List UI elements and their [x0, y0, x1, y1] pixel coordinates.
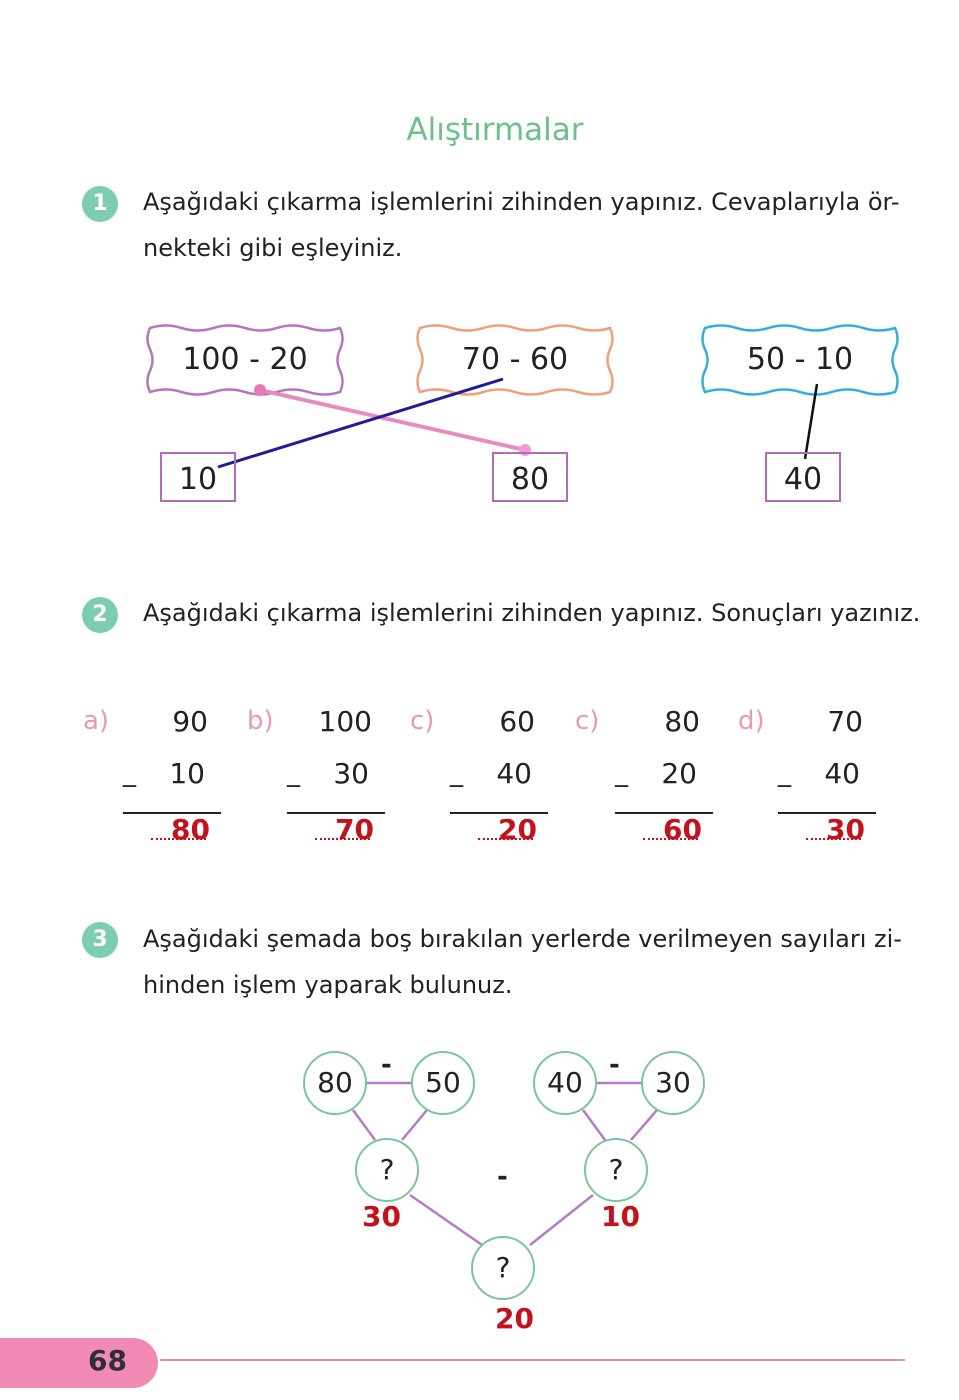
minus-sign-left: - [381, 1050, 392, 1080]
problem-subtrahend: 30 [333, 757, 369, 790]
problem-minuend: 80 [664, 705, 700, 738]
expression-box-1: 100 - 20 [182, 342, 308, 377]
exercise3-instruction-line2: hinden işlem yaparak bulunuz. [143, 971, 513, 999]
problem-minuend: 100 [318, 705, 372, 738]
exercise-number-2: 2 [82, 597, 118, 633]
minus-sign: _ [615, 758, 628, 788]
problem-subtrahend: 20 [661, 757, 697, 790]
node-50: 50 [411, 1051, 475, 1115]
node-40: 40 [533, 1051, 597, 1115]
answer-box-1: 10 [160, 452, 236, 502]
problem-minuend: 70 [827, 705, 863, 738]
exercise1-instruction-line2: nekteki gibi eşleyiniz. [143, 234, 403, 262]
exercise3-instruction-line1: Aşağıdaki şemada boş bırakılan yerlerde verilmeyen sayıları zi- [143, 925, 902, 953]
exercise-number-1: 1 [82, 186, 118, 222]
minus-sign: _ [287, 758, 300, 788]
answer-box-2: 80 [492, 452, 568, 502]
answer-box-3: 40 [765, 452, 841, 502]
minus-sign: _ [123, 758, 136, 788]
problem-minuend: 90 [172, 705, 208, 738]
problem-label: d) [738, 706, 765, 736]
node-80: 80 [303, 1051, 367, 1115]
problem-label: a) [83, 706, 110, 736]
answer-right: 10 [601, 1200, 640, 1233]
problem-answer: 60 [663, 813, 702, 846]
problem-answer: 30 [826, 813, 865, 846]
problem-label: c) [410, 706, 435, 736]
problem-subtrahend: 10 [169, 757, 205, 790]
minus-sign: _ [778, 758, 791, 788]
problem-answer: 70 [335, 813, 374, 846]
node-right-unknown: ? [584, 1138, 648, 1202]
page-number: 68 [88, 1344, 127, 1377]
problem-label: c) [575, 706, 600, 736]
answer-bottom: 20 [495, 1302, 534, 1335]
minus-sign-right: - [609, 1050, 620, 1080]
node-bottom-unknown: ? [471, 1236, 535, 1300]
expression-box-2: 70 - 60 [461, 342, 569, 377]
exercise1-instruction-line1: Aşağıdaki çıkarma işlemlerini zihinden yapınız. Cevaplarıyla ör- [143, 188, 900, 216]
footer-divider [160, 1359, 905, 1361]
node-left-unknown: ? [355, 1138, 419, 1202]
exercise-number-3: 3 [82, 922, 118, 958]
minus-sign-center: - [497, 1162, 508, 1192]
page-number-tab [0, 1338, 158, 1388]
problem-answer: 20 [498, 813, 537, 846]
problem-minuend: 60 [499, 705, 535, 738]
exercise2-instruction: Aşağıdaki çıkarma işlemlerini zihinden yapınız. Sonuçları yazınız. [143, 599, 921, 627]
problem-label: b) [247, 706, 274, 736]
answer-left: 30 [362, 1200, 401, 1233]
minus-sign: _ [450, 758, 463, 788]
problem-subtrahend: 40 [824, 757, 860, 790]
problem-subtrahend: 40 [496, 757, 532, 790]
problem-answer: 80 [171, 813, 210, 846]
expression-box-3: 50 - 10 [746, 342, 854, 377]
page-title: Alıştırmalar [406, 112, 584, 148]
node-30: 30 [641, 1051, 705, 1115]
